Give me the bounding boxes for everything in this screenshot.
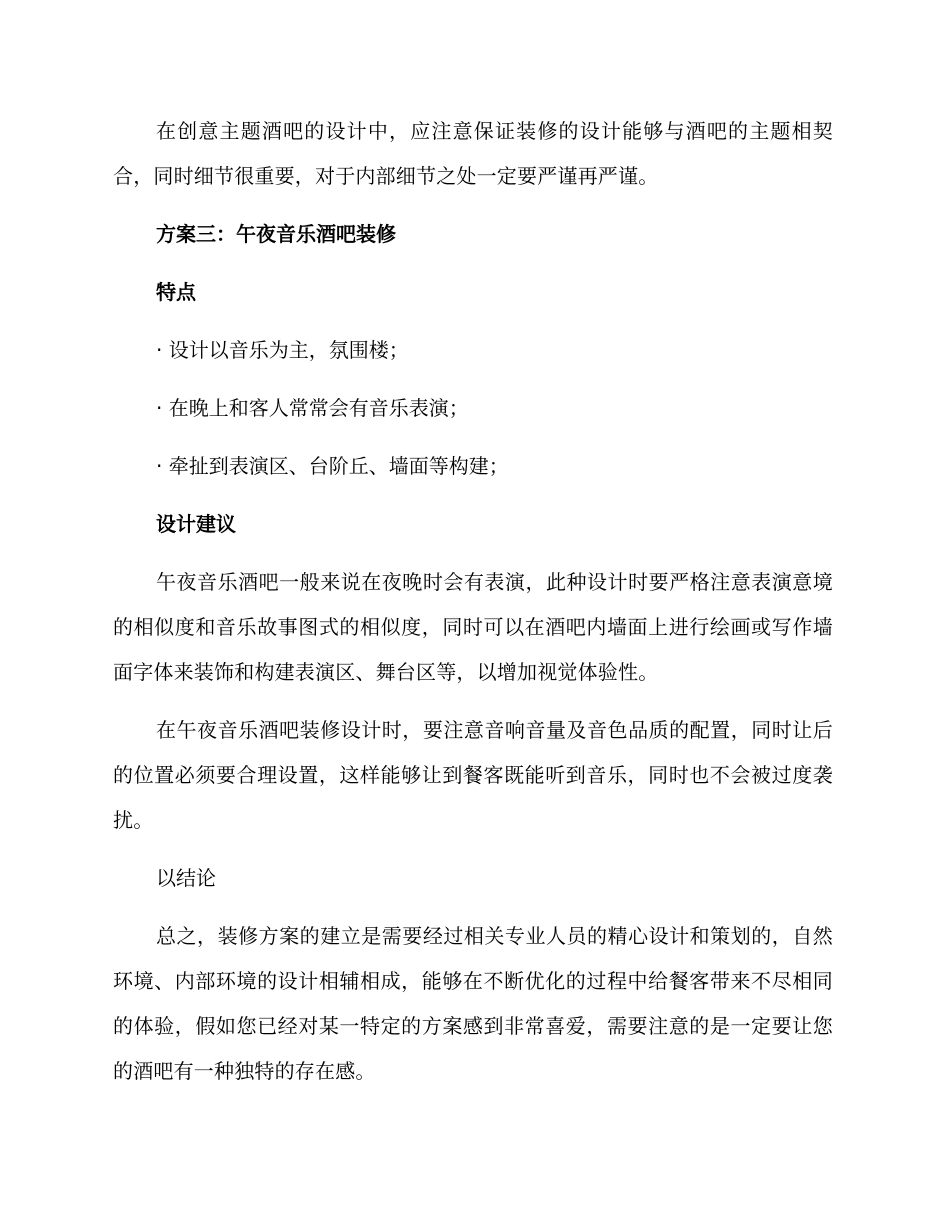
paragraph-conclusion: 总之，装修方案的建立是需要经过相关专业人员的精心设计和策划的，自然环境、内部环境的设计相辅相成，能够在不断优化的过程中给餐客带来不尽相同的体验，假如您已经对某一特定的方案感到非常喜爱，需要注意的是一定要让您的酒吧有一种独特的存在感。 xyxy=(113,924,833,1083)
heading-conclusion: 以结论 xyxy=(156,866,216,890)
bullet-item: · 牵扯到表演区、台阶丘、墙面等构建； xyxy=(156,454,509,478)
heading-features: 特点 xyxy=(156,280,196,304)
paragraph-suggestion-2: 在午夜音乐酒吧装修设计时，要注意音响音量及音色品质的配置，同时让后的位置必须要合理设置，这样能够让到餐客既能听到音乐，同时也不会被过度袭扰。 xyxy=(113,718,833,832)
heading-design-suggestions: 设计建议 xyxy=(156,512,236,536)
document-page xyxy=(113,109,833,1094)
heading-plan-three: 方案三：午夜音乐酒吧装修 xyxy=(156,222,396,246)
paragraph-suggestion-1: 午夜音乐酒吧一般来说在夜晚时会有表演，此种设计时要严格注意表演意境的相似度和音乐故事图式的相似度，同时可以在酒吧内墙面上进行绘画或写作墙面字体来装饰和构建表演区、舞台区等，以增加视觉体验性。 xyxy=(113,570,833,684)
bullet-item: · 设计以音乐为主，氛围楼； xyxy=(156,338,409,362)
paragraph-intro: 在创意主题酒吧的设计中，应注意保证装修的设计能够与酒吧的主题相契合，同时细节很重要，对于内部细节之处一定要严谨再严谨。 xyxy=(113,119,833,188)
bullet-item: · 在晚上和客人常常会有音乐表演； xyxy=(156,396,469,420)
